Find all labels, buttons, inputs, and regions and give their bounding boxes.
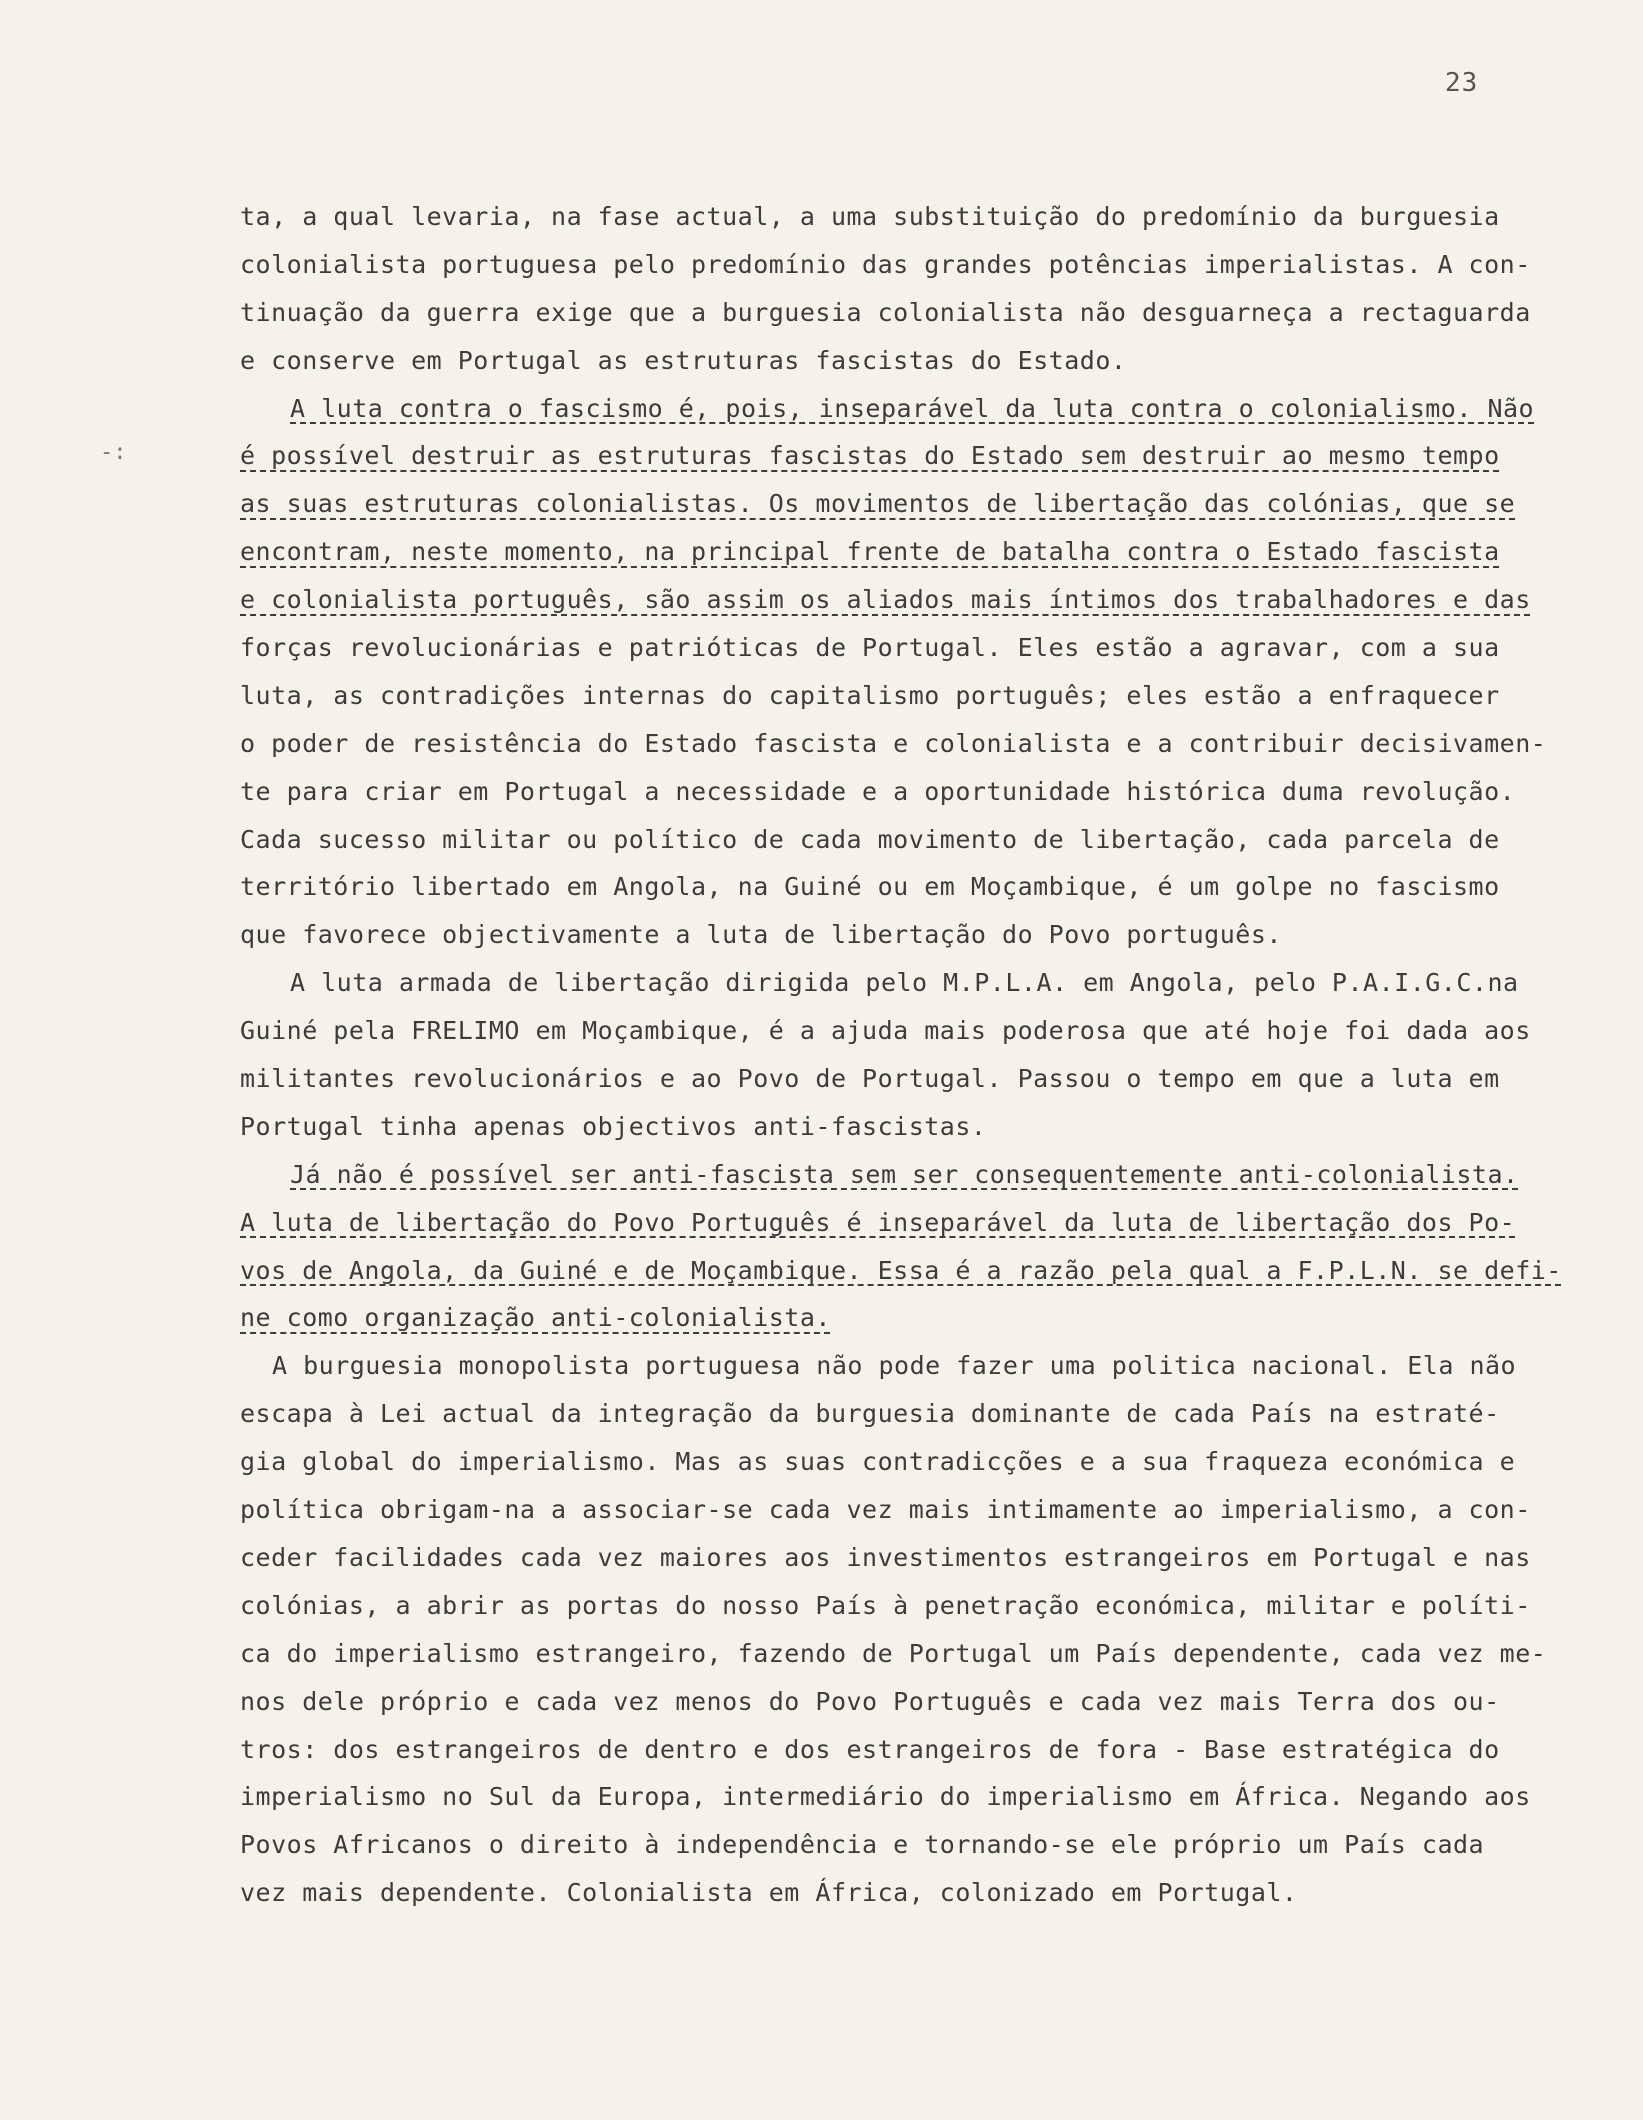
text-line	[240, 1342, 1560, 1390]
text-line	[240, 1869, 1560, 1917]
text-line-content: vos de Angola, da Guiné e de Moçambique. Essa é a razão pela qual a F.P.L.N. se defi-	[240, 1255, 1562, 1285]
text-line	[240, 528, 1560, 576]
text-line-content: Guiné pela FRELIMO em Moçambique, é a ajuda mais poderosa que até hoje foi dada aos	[240, 1016, 1531, 1046]
text-line-content: militantes revolucionários e ao Povo de Portugal. Passou o tempo em que a luta em	[240, 1064, 1500, 1094]
text-line-content: nos dele próprio e cada vez menos do Povo Português e cada vez mais Terra dos ou-	[240, 1686, 1500, 1716]
text-line	[240, 337, 1560, 385]
text-line-content: A luta contra o fascismo é, pois, inseparável da luta contra o colonialismo. Não	[290, 393, 1535, 423]
text-line	[240, 768, 1560, 816]
text-line-content: ta, a qual levaria, na fase actual, a uma substituição do predomínio da burguesia	[240, 202, 1500, 231]
text-line-content: é possível destruir as estruturas fascistas do Estado sem destruir ao mesmo tempo	[240, 441, 1500, 471]
text-line-content: Já não é possível ser anti-fascista sem ser consequentemente anti-colonialista.	[290, 1159, 1519, 1189]
text-line-content: Povos Africanos o direito à independência e tornando-se ele próprio um País cada	[240, 1830, 1485, 1860]
text-line-content: e colonialista português, são assim os aliados mais íntimos dos trabalhadores e das	[240, 585, 1531, 615]
text-line-content: colónias, a abrir as portas do nosso País à penetração económica, militar e políti-	[240, 1590, 1531, 1620]
text-line-content: Portugal tinha apenas objectivos anti-fascistas.	[240, 1111, 987, 1141]
text-line	[240, 432, 1560, 480]
text-line	[240, 1199, 1560, 1247]
text-line	[240, 289, 1560, 337]
text-line	[240, 1678, 1560, 1726]
text-line-content: A luta armada de libertação dirigida pelo M.P.L.A. em Angola, pelo P.A.I.G.C.na	[290, 968, 1519, 998]
text-line-content: luta, as contradições internas do capitalismo português; eles estão a enfraquecer	[240, 680, 1500, 710]
text-line-content: colonialista portuguesa pelo predomínio das grandes potências imperialistas. A con-	[240, 249, 1531, 279]
text-line	[240, 1630, 1560, 1678]
text-line	[240, 911, 1560, 959]
text-line	[240, 1726, 1560, 1774]
text-line	[240, 1294, 1560, 1342]
text-line-content: gia global do imperialismo. Mas as suas contradicções e a sua fraqueza económica e	[240, 1447, 1516, 1477]
text-line-content: e conserve em Portugal as estruturas fascistas do Estado.	[240, 345, 1127, 375]
text-line-content: escapa à Lei actual da integração da burguesia dominante de cada País na estraté-	[240, 1399, 1500, 1429]
text-line	[240, 1055, 1560, 1103]
text-line-content: política obrigam-na a associar-se cada vez mais intimamente ao imperialismo, a con-	[240, 1495, 1531, 1525]
margin-mark: -:	[100, 440, 127, 465]
text-line	[240, 863, 1560, 911]
text-line-content: ca do imperialismo estrangeiro, fazendo de Portugal um País dependente, cada vez me-	[240, 1638, 1547, 1668]
text-line	[240, 1534, 1560, 1582]
text-line-content: A burguesia monopolista portuguesa não pode fazer uma politica nacional. Ela não	[272, 1351, 1517, 1381]
text-line	[240, 1247, 1560, 1295]
text-line	[240, 576, 1560, 624]
text-line-content: encontram, neste momento, na principal frente de batalha contra o Estado fascista	[240, 537, 1500, 567]
text-line	[240, 1773, 1560, 1821]
text-line-content: as suas estruturas colonialistas. Os movimentos de libertação das colónias, que se	[240, 489, 1516, 519]
text-line-content: tros: dos estrangeiros de dentro e dos estrangeiros de fora - Base estratégica do	[240, 1734, 1500, 1764]
text-line-content: vez mais dependente. Colonialista em África, colonizado em Portugal.	[240, 1878, 1298, 1908]
text-line-content: imperialismo no Sul da Europa, intermediário do imperialismo em África. Negando aos	[240, 1782, 1531, 1812]
text-line	[240, 1390, 1560, 1438]
text-line	[240, 1486, 1560, 1534]
text-line	[240, 624, 1560, 672]
text-line	[240, 1151, 1560, 1199]
text-line-content: território libertado em Angola, na Guiné ou em Moçambique, é um golpe no fascismo	[240, 872, 1500, 902]
text-line	[240, 1103, 1560, 1151]
text-line	[240, 480, 1560, 528]
text-line-content: o poder de resistência do Estado fascista e colonialista e a contribuir decisivamen-	[240, 728, 1547, 758]
text-line	[240, 1438, 1560, 1486]
text-line	[240, 385, 1560, 433]
text-line-content: ne como organização anti-colonialista.	[240, 1303, 831, 1333]
text-line	[240, 193, 1560, 241]
text-line	[240, 1821, 1560, 1869]
text-line-content: A luta de libertação do Povo Português é inseparável da luta de libertação dos Po-	[240, 1207, 1516, 1237]
page-number: 23	[1445, 68, 1479, 98]
text-line	[240, 720, 1560, 768]
text-line-content: te para criar em Portugal a necessidade e a oportunidade histórica duma revolução.	[240, 776, 1516, 806]
text-line	[240, 816, 1560, 864]
text-line	[240, 1007, 1560, 1055]
text-line-content: que favorece objectivamente a luta de libertação do Povo português.	[240, 920, 1282, 950]
text-line	[240, 672, 1560, 720]
text-line-content: tinuação da guerra exige que a burguesia colonialista não desguarneça a rectaguarda	[240, 297, 1531, 327]
text-line	[240, 241, 1560, 289]
text-line	[240, 959, 1560, 1007]
text-line-content: ceder facilidades cada vez maiores aos investimentos estrangeiros em Portugal e nas	[240, 1542, 1531, 1572]
body-text	[240, 193, 1560, 1917]
text-line-content: Cada sucesso militar ou político de cada movimento de libertação, cada parcela de	[240, 824, 1500, 854]
text-line	[240, 1582, 1560, 1630]
text-line-content: forças revolucionárias e patrióticas de Portugal. Eles estão a agravar, com a sua	[240, 633, 1500, 663]
